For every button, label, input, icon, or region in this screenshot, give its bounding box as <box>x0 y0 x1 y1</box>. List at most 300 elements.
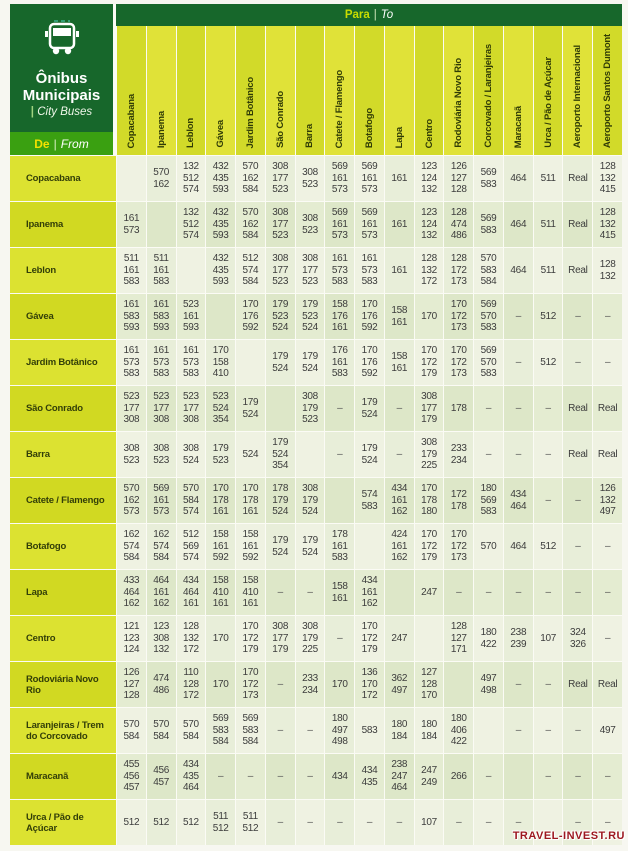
route-cell: – <box>384 385 414 431</box>
row-header: Ipanema <box>10 201 116 247</box>
route-cell: 569 161 573 <box>324 201 354 247</box>
route-cell: 434 161 162 <box>354 569 384 615</box>
route-cell: 511 161 583 <box>146 247 176 293</box>
app-title <box>23 70 101 121</box>
row-header: Laranjeiras / Trem do Corcovado <box>10 707 116 753</box>
self-cell <box>473 707 503 753</box>
route-cell: 170 <box>324 661 354 707</box>
route-cell: 128 132 415 <box>592 155 622 201</box>
column-header: Rodoviária Novo Rio <box>443 26 473 155</box>
route-cell: 170 172 173 <box>443 339 473 385</box>
route-cell: 512 569 574 <box>176 523 206 569</box>
self-cell <box>443 661 473 707</box>
route-cell: – <box>592 569 622 615</box>
route-cell: 178 161 583 <box>324 523 354 569</box>
route-cell: 179 524 <box>265 339 295 385</box>
route-cell: – <box>503 431 533 477</box>
route-cell: 162 574 584 <box>116 523 146 569</box>
route-cell: 308 177 179 <box>265 615 295 661</box>
route-cell: 161 573 583 <box>324 247 354 293</box>
route-cell: – <box>562 293 592 339</box>
route-cell: – <box>592 753 622 799</box>
route-cell: 432 435 593 <box>205 247 235 293</box>
route-cell: 570 <box>473 523 503 569</box>
route-cell: 570 584 574 <box>176 477 206 523</box>
route-cell: 434 464 161 <box>176 569 206 615</box>
route-cell: 497 <box>592 707 622 753</box>
route-cell: 434 435 <box>354 753 384 799</box>
route-cell: 308 524 <box>176 431 206 477</box>
route-cell: Real <box>562 661 592 707</box>
row-header: Gávea <box>10 293 116 339</box>
column-header: Maracanã <box>503 26 533 155</box>
title-subtitle: | City Buses <box>30 106 93 118</box>
route-cell: – <box>533 707 563 753</box>
route-cell: – <box>265 569 295 615</box>
route-cell: Real <box>562 385 592 431</box>
route-cell: 569 583 <box>473 201 503 247</box>
self-cell <box>354 523 384 569</box>
route-cell: 523 177 308 <box>116 385 146 431</box>
route-cell: – <box>384 799 414 845</box>
route-cell: 434 161 162 <box>384 477 414 523</box>
route-cell: 512 <box>533 339 563 385</box>
row-header: Botafogo <box>10 523 116 569</box>
route-cell: 161 573 583 <box>176 339 206 385</box>
bus-icon <box>39 18 85 60</box>
route-cell: 583 <box>354 707 384 753</box>
route-cell: 170 178 180 <box>414 477 444 523</box>
route-cell: 170 176 592 <box>235 293 265 339</box>
route-cell: – <box>473 753 503 799</box>
watermark: TRAVEL-INVEST.RU <box>512 830 625 842</box>
route-cell: 128 132 415 <box>592 201 622 247</box>
route-cell: – <box>295 707 325 753</box>
route-cell: 121 123 124 <box>116 615 146 661</box>
route-cell: 161 573 583 <box>146 339 176 385</box>
route-cell: – <box>354 799 384 845</box>
route-cell: 569 161 573 <box>354 155 384 201</box>
title-line-1: Ônibus <box>35 70 88 87</box>
route-cell: 180 184 <box>384 707 414 753</box>
route-cell: – <box>205 753 235 799</box>
route-cell: 308 179 524 <box>295 477 325 523</box>
route-cell: – <box>533 753 563 799</box>
route-cell: 233 234 <box>295 661 325 707</box>
route-cell: 123 124 132 <box>414 201 444 247</box>
row-header: Catete / Flamengo <box>10 477 116 523</box>
route-cell: 179 523 <box>205 431 235 477</box>
route-cell: 570 162 <box>146 155 176 201</box>
column-header: Jardim Botânico <box>235 26 265 155</box>
route-cell: 128 132 172 <box>414 247 444 293</box>
route-cell: 308 177 523 <box>265 155 295 201</box>
route-cell: 172 178 <box>443 477 473 523</box>
route-cell: Real <box>562 155 592 201</box>
route-cell: – <box>443 799 473 845</box>
route-cell: 511 512 <box>205 799 235 845</box>
route-cell: – <box>295 569 325 615</box>
route-cell: 161 <box>384 247 414 293</box>
route-cell: 107 <box>414 799 444 845</box>
column-header: Lapa <box>384 26 414 155</box>
self-cell <box>324 477 354 523</box>
route-cell: 464 <box>503 155 533 201</box>
column-header: Gávea <box>205 26 235 155</box>
route-cell: 497 498 <box>473 661 503 707</box>
route-cell: 434 464 <box>503 477 533 523</box>
route-cell: 523 177 308 <box>176 385 206 431</box>
route-cell: 247 <box>384 615 414 661</box>
route-cell: – <box>562 799 592 845</box>
route-cell: 132 512 574 <box>176 201 206 247</box>
route-cell: – <box>473 569 503 615</box>
route-cell: 474 486 <box>146 661 176 707</box>
route-cell: – <box>503 339 533 385</box>
row-header: Copacabana <box>10 155 116 201</box>
route-cell: 158 410 161 <box>235 569 265 615</box>
route-cell: Real <box>562 247 592 293</box>
route-cell: 512 <box>176 799 206 845</box>
route-cell: 158 410 161 <box>205 569 235 615</box>
self-cell <box>295 431 325 477</box>
route-cell: 123 124 132 <box>414 155 444 201</box>
route-cell: 433 464 162 <box>116 569 146 615</box>
route-cell: 523 161 593 <box>176 293 206 339</box>
route-cell: – <box>473 431 503 477</box>
row-header: Centro <box>10 615 116 661</box>
route-cell: – <box>533 431 563 477</box>
route-cell: 464 <box>503 201 533 247</box>
route-cell: 432 435 593 <box>205 155 235 201</box>
route-cell: 179 524 <box>354 431 384 477</box>
route-cell: 128 132 172 <box>176 615 206 661</box>
column-header: Aeroporto Internacional <box>562 26 592 155</box>
self-cell <box>176 247 206 293</box>
route-cell: – <box>562 339 592 385</box>
route-cell: 161 583 593 <box>116 293 146 339</box>
row-header: São Conrado <box>10 385 116 431</box>
route-cell: – <box>324 431 354 477</box>
route-cell: 180 422 <box>473 615 503 661</box>
para-to-header: Para | To <box>116 4 622 26</box>
route-cell: 464 <box>503 523 533 569</box>
route-cell: – <box>503 661 533 707</box>
self-cell <box>414 615 444 661</box>
route-cell: 170 172 179 <box>354 615 384 661</box>
route-cell: 464 <box>503 247 533 293</box>
column-header: Catete / Flamengo <box>324 26 354 155</box>
route-cell: 456 457 <box>146 753 176 799</box>
route-cell: – <box>473 799 503 845</box>
route-cell: – <box>592 293 622 339</box>
route-cell: 464 161 162 <box>146 569 176 615</box>
route-cell: 170 172 173 <box>443 523 473 569</box>
route-cell: 161 573 583 <box>354 247 384 293</box>
route-cell: 434 435 464 <box>176 753 206 799</box>
route-cell: 511 161 583 <box>116 247 146 293</box>
route-cell: 308 179 225 <box>295 615 325 661</box>
route-cell: – <box>533 569 563 615</box>
route-cell: 512 <box>533 293 563 339</box>
route-cell: 569 583 584 <box>235 707 265 753</box>
row-header: Urca / Pão de Açúcar <box>10 799 116 845</box>
route-cell: – <box>562 569 592 615</box>
column-header: Barra <box>295 26 325 155</box>
route-cell: – <box>265 661 295 707</box>
route-cell: 161 573 <box>116 201 146 247</box>
route-cell: 511 <box>533 247 563 293</box>
column-header: Corcovado / Laranjeiras <box>473 26 503 155</box>
route-cell: 170 <box>205 615 235 661</box>
route-cell: 308 177 523 <box>265 247 295 293</box>
route-cell: – <box>592 339 622 385</box>
self-cell <box>265 385 295 431</box>
from-label: From <box>60 136 89 151</box>
row-header: Maracanã <box>10 753 116 799</box>
route-cell: 161 <box>384 155 414 201</box>
route-cell: 158 161 <box>384 293 414 339</box>
route-cell: 136 170 172 <box>354 661 384 707</box>
route-cell: 570 584 <box>176 707 206 753</box>
route-cell: 308 177 523 <box>295 247 325 293</box>
route-cell: 179 524 354 <box>265 431 295 477</box>
route-cell: 569 570 583 <box>473 339 503 385</box>
route-cell: 170 <box>205 661 235 707</box>
route-cell: 511 <box>533 201 563 247</box>
route-cell: – <box>324 615 354 661</box>
route-cell: 126 127 128 <box>443 155 473 201</box>
route-cell: 511 <box>533 155 563 201</box>
self-cell <box>146 201 176 247</box>
self-cell <box>235 339 265 385</box>
route-cell: 523 524 354 <box>205 385 235 431</box>
route-cell: 179 523 524 <box>265 293 295 339</box>
route-cell: 170 172 179 <box>235 615 265 661</box>
route-cell: Real <box>592 431 622 477</box>
route-cell: 161 573 583 <box>116 339 146 385</box>
route-cell: – <box>562 753 592 799</box>
route-cell: 132 512 574 <box>176 155 206 201</box>
route-cell: 569 570 583 <box>473 293 503 339</box>
row-header: Rodoviária Novo Rio <box>10 661 116 707</box>
route-cell: 574 583 <box>354 477 384 523</box>
route-cell: 180 406 422 <box>443 707 473 753</box>
route-cell: 126 132 497 <box>592 477 622 523</box>
route-cell: 128 132 <box>592 247 622 293</box>
route-cell: 324 326 <box>562 615 592 661</box>
self-cell <box>205 293 235 339</box>
route-cell: 176 161 583 <box>324 339 354 385</box>
route-cell: – <box>235 753 265 799</box>
route-cell: 170 172 179 <box>414 339 444 385</box>
route-cell: 570 162 584 <box>235 201 265 247</box>
route-cell: 308 177 523 <box>265 201 295 247</box>
route-cell: – <box>503 293 533 339</box>
route-cell: 512 <box>146 799 176 845</box>
route-cell: 162 574 584 <box>146 523 176 569</box>
route-cell: – <box>473 385 503 431</box>
route-cell: 161 <box>384 201 414 247</box>
route-cell: 238 239 <box>503 615 533 661</box>
route-cell: 511 512 <box>235 799 265 845</box>
title-line-2: Municipais <box>22 87 101 104</box>
route-cell: – <box>295 753 325 799</box>
logo-block <box>10 4 113 121</box>
route-cell: – <box>384 431 414 477</box>
route-cell: 107 <box>533 615 563 661</box>
route-cell: 524 <box>235 431 265 477</box>
route-cell: – <box>562 523 592 569</box>
route-cell: 158 161 <box>324 569 354 615</box>
route-cell: – <box>592 799 622 845</box>
route-cell: 179 524 <box>235 385 265 431</box>
route-cell: 308 523 <box>295 155 325 201</box>
route-cell: – <box>443 569 473 615</box>
route-cell: 362 497 <box>384 661 414 707</box>
route-cell: – <box>592 615 622 661</box>
route-cell: 569 583 <box>473 155 503 201</box>
route-cell: 266 <box>443 753 473 799</box>
route-cell: 523 177 308 <box>146 385 176 431</box>
route-cell: – <box>295 799 325 845</box>
route-cell: Real <box>562 201 592 247</box>
route-cell: 170 <box>414 293 444 339</box>
route-cell: 170 176 592 <box>354 339 384 385</box>
route-cell: 161 583 593 <box>146 293 176 339</box>
route-cell: 569 583 584 <box>205 707 235 753</box>
route-cell: 179 524 <box>354 385 384 431</box>
route-cell: – <box>324 799 354 845</box>
route-cell: Real <box>592 385 622 431</box>
route-cell: 178 <box>443 385 473 431</box>
route-cell: 178 179 524 <box>265 477 295 523</box>
column-header: Copacabana <box>116 26 146 155</box>
route-cell: 570 583 584 <box>473 247 503 293</box>
route-cell: 455 456 457 <box>116 753 146 799</box>
table-corner <box>10 4 116 155</box>
route-cell: 308 179 523 <box>295 385 325 431</box>
route-cell: 158 161 592 <box>235 523 265 569</box>
route-cell: 424 161 162 <box>384 523 414 569</box>
route-cell: 170 172 179 <box>414 523 444 569</box>
route-cell: 180 184 <box>414 707 444 753</box>
to-label: To <box>380 9 394 21</box>
route-cell: 569 161 573 <box>324 155 354 201</box>
route-cell: 570 162 584 <box>235 155 265 201</box>
route-cell: – <box>592 523 622 569</box>
route-cell: 247 <box>414 569 444 615</box>
row-header: Leblon <box>10 247 116 293</box>
route-cell: 308 523 <box>116 431 146 477</box>
route-cell: – <box>324 385 354 431</box>
route-cell: 179 523 524 <box>295 293 325 339</box>
route-cell: 180 569 583 <box>473 477 503 523</box>
route-cell: 308 179 225 <box>414 431 444 477</box>
route-cell: 158 176 161 <box>324 293 354 339</box>
route-cell: 170 172 173 <box>443 293 473 339</box>
route-cell: 170 178 161 <box>235 477 265 523</box>
para-label: Para <box>344 9 370 21</box>
route-cell: 128 127 171 <box>443 615 473 661</box>
route-cell: 570 584 <box>116 707 146 753</box>
route-cell: Real <box>562 431 592 477</box>
route-cell: 512 <box>533 523 563 569</box>
route-cell: – <box>533 385 563 431</box>
route-cell: 128 474 486 <box>443 201 473 247</box>
column-header: Botafogo <box>354 26 384 155</box>
route-cell: – <box>503 569 533 615</box>
route-cell: 238 247 464 <box>384 753 414 799</box>
route-cell: Real <box>592 661 622 707</box>
route-cell: – <box>533 477 563 523</box>
route-cell: 569 161 573 <box>146 477 176 523</box>
route-cell: – <box>265 707 295 753</box>
route-cell: 110 128 172 <box>176 661 206 707</box>
route-cell: 233 234 <box>443 431 473 477</box>
route-cell: 127 128 170 <box>414 661 444 707</box>
column-header: Ipanema <box>146 26 176 155</box>
self-cell <box>384 569 414 615</box>
route-cell: – <box>265 799 295 845</box>
route-cell: 180 497 498 <box>324 707 354 753</box>
route-cell: 308 523 <box>295 201 325 247</box>
row-header: Barra <box>10 431 116 477</box>
route-cell: 512 <box>116 799 146 845</box>
self-cell <box>116 155 146 201</box>
self-cell <box>503 753 533 799</box>
row-header: Lapa <box>10 569 116 615</box>
route-cell: – <box>503 385 533 431</box>
column-header: São Conrado <box>265 26 295 155</box>
route-cell: 158 161 <box>384 339 414 385</box>
route-cell: – <box>533 661 563 707</box>
route-cell: 126 127 128 <box>116 661 146 707</box>
route-cell: 569 161 573 <box>354 201 384 247</box>
route-cell: 434 <box>324 753 354 799</box>
route-cell: 512 574 584 <box>235 247 265 293</box>
route-cell: – <box>265 753 295 799</box>
column-header: Centro <box>414 26 444 155</box>
route-cell: 170 178 161 <box>205 477 235 523</box>
route-cell: 570 162 573 <box>116 477 146 523</box>
route-cell: 432 435 593 <box>205 201 235 247</box>
route-cell: 128 172 173 <box>443 247 473 293</box>
route-cell: 158 161 592 <box>205 523 235 569</box>
column-header: Urca / Pão de Açúcar <box>533 26 563 155</box>
de-from-header: De | From <box>10 132 113 155</box>
route-cell: 179 524 <box>265 523 295 569</box>
route-cell: 308 523 <box>146 431 176 477</box>
route-cell: 179 524 <box>295 339 325 385</box>
column-header: Leblon <box>176 26 206 155</box>
bus-schedule-table <box>10 4 622 845</box>
route-cell: – <box>503 799 533 845</box>
route-cell: – <box>503 707 533 753</box>
route-cell: 170 172 173 <box>235 661 265 707</box>
route-cell: 570 584 <box>146 707 176 753</box>
route-cell: 308 177 179 <box>414 385 444 431</box>
route-cell: 179 524 <box>295 523 325 569</box>
route-cell: – <box>562 477 592 523</box>
route-cell: 247 249 <box>414 753 444 799</box>
route-cell: 170 176 592 <box>354 293 384 339</box>
route-cell: 123 308 132 <box>146 615 176 661</box>
de-label: De <box>34 136 50 151</box>
column-header: Aeroporto Santos Dumont <box>592 26 622 155</box>
route-cell: – <box>562 707 592 753</box>
row-header: Jardim Botânico <box>10 339 116 385</box>
